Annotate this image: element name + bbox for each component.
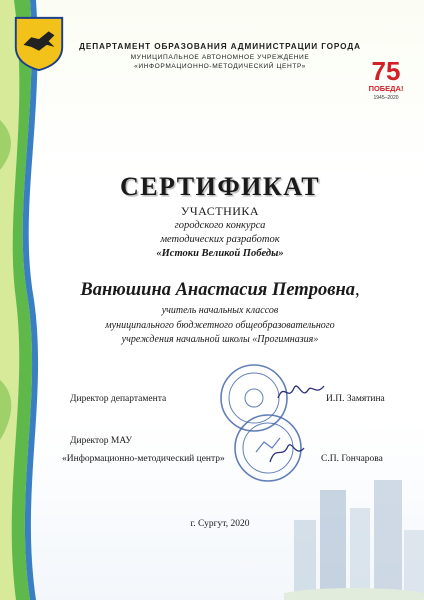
director1-title: Директор департамента	[70, 394, 167, 404]
certificate-title: СЕРТИФИКАТ	[119, 172, 321, 201]
director2-title-line-1: Директор МАУ	[70, 436, 133, 446]
director2-name: С.П. Гончарова	[321, 454, 383, 464]
director1-signature-icon	[276, 378, 326, 406]
recipient-name: Ванюшина Анастасия Петровна	[80, 280, 355, 300]
contest-line-2: методических разработок	[160, 234, 280, 245]
contest-name: «Истоки Великой Победы»	[156, 248, 284, 259]
victory-word: ПОБЕДА!	[368, 84, 404, 93]
victory-75-number: 75	[371, 56, 401, 86]
victory-75-icon	[364, 54, 408, 104]
header-line-2: МУНИЦИПАЛЬНОЕ АВТОНОМНОЕ УЧРЕЖДЕНИЕ	[130, 54, 310, 61]
director1-name: И.П. Замятина	[326, 394, 385, 404]
director2-title-line-2: «Информационно-методический центр»	[62, 454, 225, 464]
recipient-name-line	[60, 280, 380, 301]
victory-75-logo	[364, 54, 408, 104]
position-line-3: учреждения начальной школы «Прогимназия»	[121, 334, 319, 345]
city-coat-of-arms-icon	[10, 14, 68, 72]
organization-header	[70, 42, 370, 70]
victory-years: 1945–2020	[373, 95, 399, 101]
ribbon-decoration	[0, 0, 60, 600]
contest-line-1: городского конкурса	[174, 220, 266, 231]
position-line-2: муниципального бюджетного общеобразовательного	[105, 320, 335, 331]
place-date: г. Сургут, 2020	[190, 519, 250, 529]
participant-label: УЧАСТНИКА	[180, 204, 260, 218]
recipient-comma: ,	[354, 280, 360, 300]
header-line-3: «ИНФОРМАЦИОННО-МЕТОДИЧЕСКИЙ ЦЕНТР»	[134, 63, 306, 70]
position-line-1: учитель начальных классов	[161, 305, 279, 316]
header-line-1: ДЕПАРТАМЕНТ ОБРАЗОВАНИЯ АДМИНИСТРАЦИИ ГОРОДА	[79, 42, 361, 51]
